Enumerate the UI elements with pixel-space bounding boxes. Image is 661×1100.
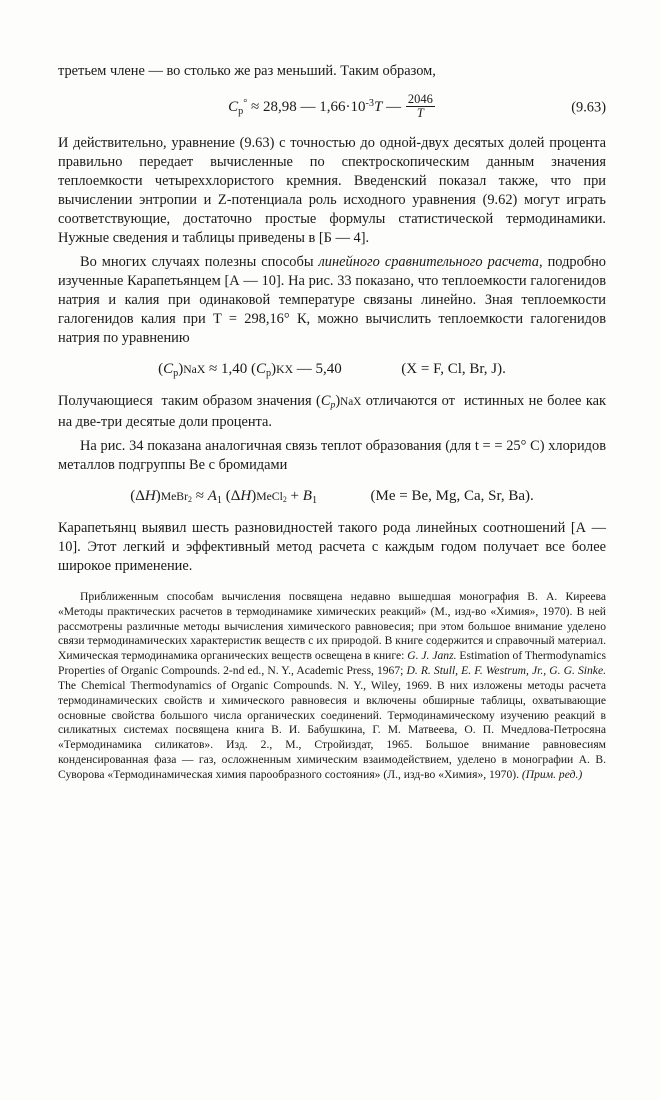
editors-footnote [58, 590, 606, 783]
paragraph-3 [58, 253, 606, 348]
equation-dh-body: (ΔH)MeBr$_2$ ≈ $A_1$ (ΔH)MeCl$_2$ + $B_1$ [130, 487, 318, 506]
equation-9-63-body: $C_p^\circ \approx 28,98$ — $1,66\cdot 10^{-3}T$ — $\frac{2046}{T}$ [228, 92, 433, 121]
footnote-italic-3: (Прим. ред.) [521, 767, 583, 781]
paragraph-6: Карапетьянц выявил шесть разновидностей такого рода линейных соотношений [А — 10]. Этот легкий и эффективный метод расчета с каждым годом получает все более широкое применение. [58, 519, 606, 574]
footnote-part-1: Приближенным способам вычисления посвящена недавно вышедшая монография В. А. Киреева «Методы практических расчетов в термодинамике химических реакций» (М., изд-во «Химия», 1970). В ней рассмотрены различные методы вычисления химического равновесия; при этом большое внимание уделено связи термодинамических характеристик веществ с их природой. В книге содержится и справочный материал. Химическая термодинамика органических веществ освещена в книге: [58, 589, 606, 663]
footnote-part-2: Estimation of Thermodynamics Properties of Organic Compounds. 2-nd ed., N. Y., Academic Press, 1967; [58, 649, 607, 678]
footnote-italic-2: D. R. Stull, E. F. Westrum, Jr., G. G. Sinke. [406, 664, 606, 678]
equation-dh-condition: (Me = Be, Mg, Ca, Sr, Ba). [370, 487, 534, 504]
paragraph-1: третьем члене — во столько же раз меньший. Таким образом, [58, 63, 436, 79]
footnote-text [58, 590, 606, 783]
footnote-part-3: The Chemical Thermodynamics of Organic Compounds. N. Y., Wiley, 1969. В них изложены методы расчета термодинамических свойств и химического равновесия и включены обширные таблицы, охватывающие основные свойства большого числа органических соединений. Термодинамическому изучению реакций в силикатных системах посвящена книга В. И. Бабушкина, Г. М. Матвеева, О. П. Мчедлова-Петросяна «Термодинамика силикатов». Изд. 2., М., Стройиздат, 1965. Большое внимание равновесиям конденсированная фаза — газ, осложненным химическим взаимодействием, уделено в монографии А. В. Суворова «Термодинамическая химия парообразного состояния» (Л., изд-во «Химия», 1970). [58, 678, 606, 781]
equation-dh [58, 488, 606, 506]
paragraph-3-part-a: Во многих случаях полезны способы [80, 254, 319, 271]
paragraph-5: На рис. 34 показана аналогичная связь теплот образования (для t = = 25° С) хлоридов металлов подгруппы Ве с бромидами [58, 437, 606, 473]
equation-nax-body: $(C_p)NaX \approx 1,40$ $(C_p)KX$ — 5,40 [158, 361, 346, 380]
paragraph-4: Получающиеся таким образом значения $(C_p)NaX$ отличаются от истинных не более как на две-три десятые доли процента. [58, 393, 606, 430]
equation-number-9-63: (9.63) [571, 99, 606, 116]
fraction-denominator: T [406, 106, 435, 120]
fraction-numerator: 2046 [407, 92, 433, 107]
equation-nax-condition: (X = F, Cl, Br, J). [401, 361, 506, 378]
fraction-2046-over-T [406, 93, 435, 120]
equation-9-63 [58, 94, 606, 121]
paragraph-2: И действительно, уравнение (9.63) с точностью до одной-двух десятых долей процента правильно передает вычисленные по спектроскопическим данным значения теплоемкости четыреххлористого кремния. Введенский показал также, что при вычислении энтропии и Z-потенциала роль исходного уравнения (9.62) могут играть соответствующие, достаточно простые формулы статистической термодинамики. Нужные сведения и таблицы приведены в [Б — 4]. [58, 135, 606, 247]
page-content [58, 62, 606, 783]
paragraph-3-part-b: , подробно изученные Карапетьянцем [А — 10]. На рис. 33 показано, что теплоемкости галогенидов натрия и калия при одинаковой температуре связаны линейно. Зная теплоемкости галогенидов калия при T = 298,16° К, можно вычислить теплоемкости галогенидов натрия по уравнению [58, 254, 607, 347]
footnote-italic-1: G. J. Janz. [407, 649, 457, 663]
equation-nax [58, 361, 606, 379]
paragraph-3-italic: линейного сравнительного расчета [318, 254, 539, 271]
